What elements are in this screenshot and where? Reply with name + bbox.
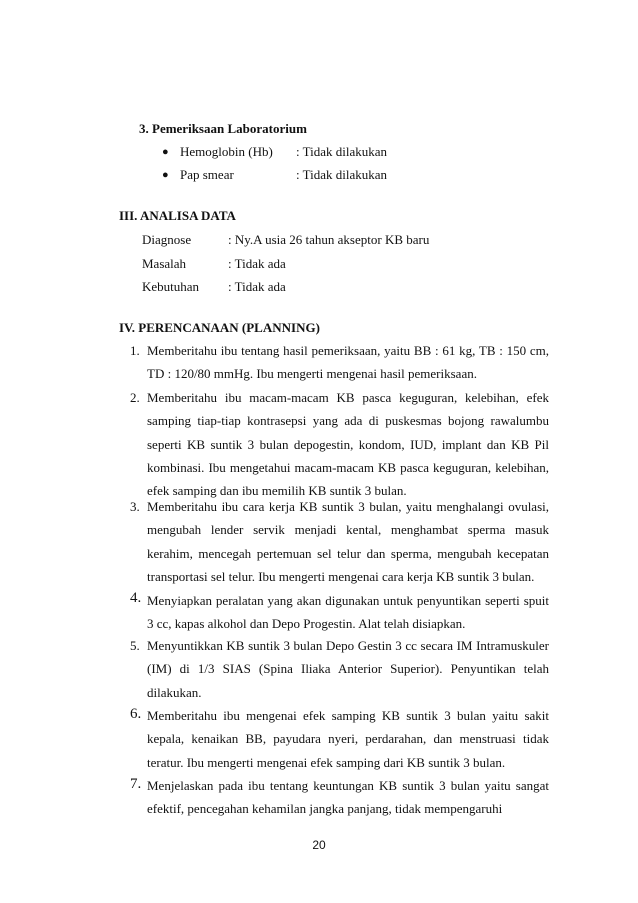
plan-text: Menyiapkan peralatan yang akan digunakan untuk penyuntikan seperti spuit 3 cc, kapas alkohol dan Depo Progestin. Alat telah disiapkan. [147, 593, 549, 632]
plan-text: Menjelaskan pada ibu tentang keuntungan KB suntik 3 bulan yaitu sangat efektif, pencegahan kehamilan jangka panjang, tidak mempengaruhi [147, 778, 549, 817]
lab-item-label: Pap smear [180, 167, 234, 182]
analisa-value: : Tidak ada [228, 256, 286, 271]
lab-heading: 3. Pemeriksaan Laboratorium [139, 121, 307, 136]
plan-number: 1. [130, 343, 140, 358]
plan-number: 6. [130, 706, 142, 722]
plan-number: 7. [130, 776, 142, 792]
analisa-label: Kebutuhan [142, 279, 200, 294]
lab-item-value: : Tidak dilakukan [296, 167, 388, 182]
bullet-icon: ● [162, 146, 169, 158]
plan-number: 4. [130, 590, 142, 606]
bullet-icon: ● [162, 169, 169, 181]
analisa-label: Diagnose [142, 232, 192, 247]
lab-item-label: Hemoglobin (Hb) [180, 144, 273, 159]
plan-number: 5. [130, 638, 140, 653]
planning-heading: IV. PERENCANAAN (PLANNING) [119, 320, 320, 335]
page-number: 20 [312, 838, 326, 852]
plan-text: Memberitahu ibu macam-macam KB pasca keguguran, kelebihan, efek samping tiap-tiap kontrasepsi yang ada di puskesmas bojong rawalumbu seperti KB suntik 3 bulan depogestin, kondom, IUD, implant dan KB Pil kombinasi. Ibu mengetahui macam-macam KB pasca keguguran, kelebihan, efek samping dan ibu memilih KB suntik 3 bulan. [147, 390, 549, 499]
analisa-heading: III. ANALISA DATA [119, 208, 236, 223]
plan-text: Memberitahu ibu tentang hasil pemeriksaan, yaitu BB : 61 kg, TB : 150 cm, TD : 120/80 mmHg. Ibu mengerti mengenai hasil pemeriksaan. [147, 343, 549, 382]
analisa-value: : Tidak ada [228, 279, 286, 294]
plan-number: 2. [130, 390, 140, 405]
plan-text: Menyuntikkan KB suntik 3 bulan Depo Gestin 3 cc secara IM Intramuskuler (IM) di 1/3 SIAS (Spina Iliaka Anterior Superior). Penyuntikan telah dilakukan. [147, 638, 549, 700]
plan-number: 3. [130, 499, 140, 514]
plan-text: Memberitahu ibu mengenai efek samping KB suntik 3 bulan yaitu sakit kepala, kenaikan BB, payudara nyeri, perdarahan, dan menstruasi tidak teratur. Ibu mengerti mengenai efek samping dari KB suntik 3 bulan. [147, 708, 549, 770]
plan-text: Memberitahu ibu cara kerja KB suntik 3 bulan, yaitu menghalangi ovulasi, mengubah lender servik menjadi kental, menghambat sperma masuk kerahim, mencegah pertemuan sel telur dan sperma, mengubah kecepatan transportasi sel telur. Ibu mengerti mengenai cara kerja KB suntik 3 bulan. [147, 499, 549, 584]
lab-item-value: : Tidak dilakukan [296, 144, 388, 159]
analisa-label: Masalah [142, 256, 187, 271]
analisa-value: : Ny.A usia 26 tahun akseptor KB baru [228, 232, 430, 247]
